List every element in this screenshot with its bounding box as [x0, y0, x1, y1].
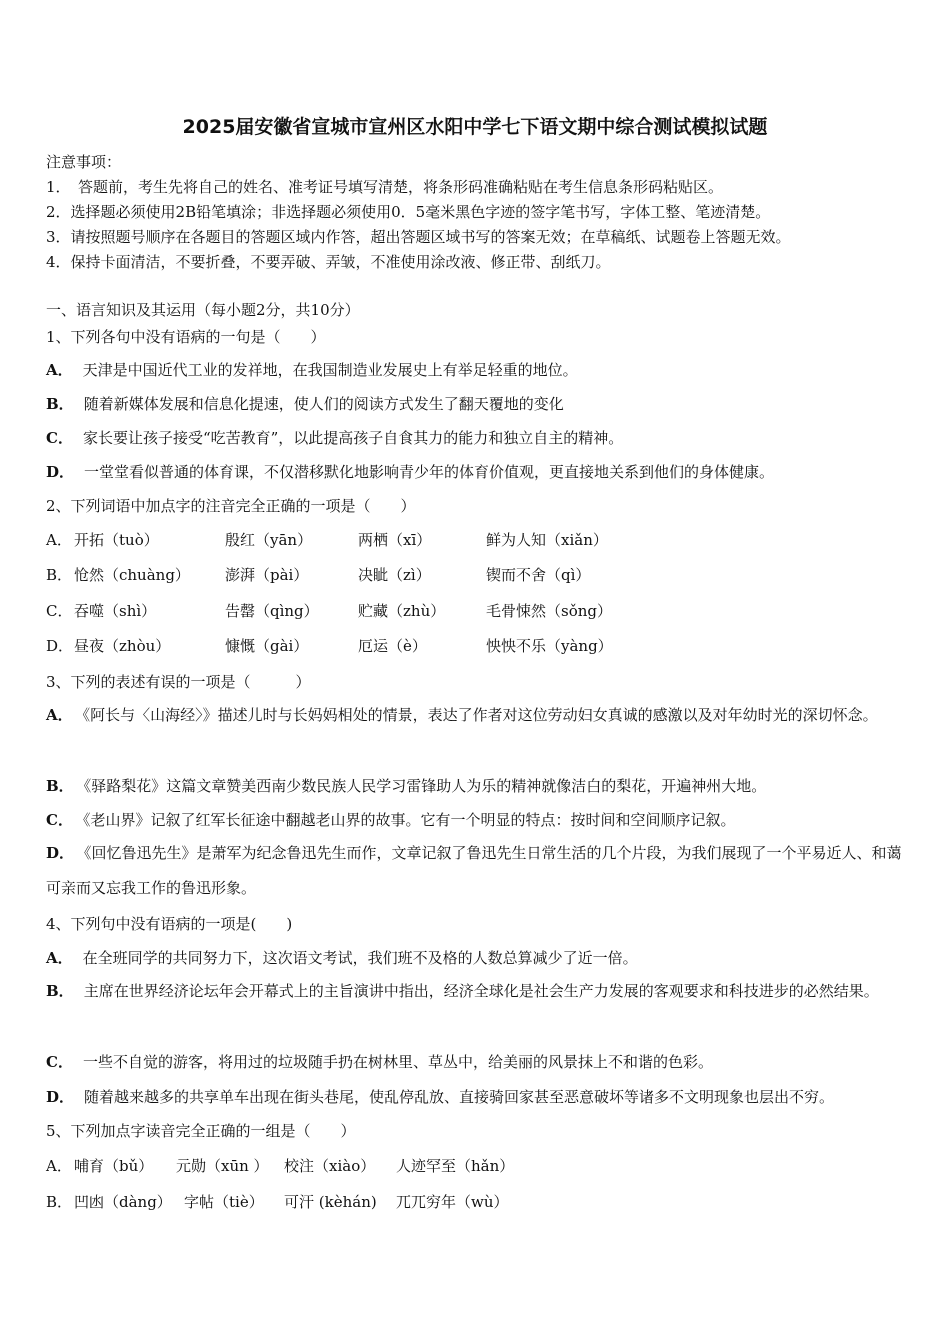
option-letter: A． [46, 706, 73, 724]
word-item: 澎湃（pài） [225, 566, 309, 584]
option-letter: C． [46, 429, 73, 447]
option-text: 《老山界》记叙了红军长征途中翻越老山界的故事。它有一个明显的特点：按时间和空间顺序记叙。 [82, 811, 736, 829]
word-item: 兀兀穷年（wù） [396, 1193, 509, 1211]
q4-option-a[interactable] [46, 948, 916, 968]
option-text: 一些不自觉的游客，将用过的垃圾随手扔在树林里、草丛中，给美丽的风景抹上不和谐的色彩。 [82, 1053, 713, 1071]
q4-option-c[interactable] [46, 1052, 916, 1072]
q3-option-d[interactable] [46, 836, 916, 906]
word-item: 昼夜（zhòu） [74, 637, 171, 655]
word-item: 吞噬（shì） [74, 602, 157, 620]
option-text: 随着越来越多的共享单车出现在街头巷尾，使乱停乱放、直接骑回家甚至恶意破坏等诸多不文明现象也层出不穷。 [84, 1088, 835, 1106]
question-4-stem: 4、下列句中没有语病的一项是( ) [46, 915, 293, 933]
word-item: 怏怏不乐（yàng） [486, 637, 613, 655]
q1-option-a[interactable] [46, 360, 916, 380]
option-letter: D． [46, 844, 75, 862]
word-item: 鲜为人知（xiǎn） [486, 531, 608, 549]
q5-option-b[interactable] [46, 1192, 916, 1212]
notice-heading: 注意事项： [46, 153, 122, 171]
word-item: 字帖（tiè） [184, 1193, 264, 1211]
option-letter: D． [46, 637, 74, 655]
word-item: 殷红（yān） [225, 531, 313, 549]
option-text: 随着新媒体发展和信息化提速，使人们的阅读方式发生了翻天覆地的变化 [83, 395, 564, 413]
word-item: 元勋（xūn ） [176, 1157, 269, 1175]
option-text: 家长要让孩子接受“吃苦教育”，以此提高孩子自食其力的能力和独立自主的精神。 [82, 429, 624, 447]
q2-option-b[interactable] [46, 565, 916, 585]
word-item: 哺育（bǔ） [74, 1157, 154, 1175]
option-text: 《回忆鲁迅先生》是萧军为纪念鲁迅先生而作，文章记叙了鲁迅先生日常生活的几个片段，为我们展现了一个平易近人、和蔼可亲而又忘我工作的鲁迅形象。 [46, 844, 902, 897]
q4-option-d[interactable] [46, 1087, 916, 1107]
word-item: 锲而不舍（qì） [486, 566, 591, 584]
word-item: 凹凼（dàng） [74, 1193, 172, 1211]
option-letter: A． [46, 531, 72, 549]
q2-option-a[interactable] [46, 530, 916, 550]
option-letter: B． [46, 1193, 73, 1211]
word-item: 厄运（è） [358, 637, 427, 655]
word-item: 怆然（chuàng） [74, 566, 190, 584]
section-heading: 一、语言知识及其运用（每小题2分，共10分） [46, 301, 360, 319]
q2-option-d[interactable] [46, 636, 916, 656]
word-item: 贮藏（zhù） [358, 602, 446, 620]
option-text: 主席在世界经济论坛年会开幕式上的主旨演讲中指出，经济全球化是社会生产力发展的客观要求和科技进步的必然结果。 [83, 982, 879, 1000]
option-text: 一堂堂看似普通的体育课，不仅潜移默化地影响青少年的体育价值观，更直接地关系到他们的身体健康。 [84, 463, 775, 481]
q2-option-c[interactable] [46, 601, 916, 621]
option-letter: C． [46, 811, 73, 829]
option-letter: B． [46, 777, 74, 795]
q1-option-b[interactable] [46, 394, 916, 414]
question-5-stem: 5、下列加点字读音完全正确的一组是（ ） [46, 1122, 356, 1140]
notice-item: 4．保持卡面清洁，不要折叠，不要弄破、弄皱，不准使用涂改液、修正带、刮纸刀。 [46, 253, 611, 271]
q5-option-a[interactable] [46, 1156, 916, 1176]
option-text: 天津是中国近代工业的发祥地，在我国制造业发展史上有举足轻重的地位。 [82, 361, 578, 379]
option-letter: B． [46, 395, 74, 413]
q1-option-d[interactable] [46, 462, 916, 482]
option-text: 《阿长与〈山海经〉》描述儿时与长妈妈相处的情景，表达了作者对这位劳动妇女真诚的感激以及对年幼时光的深切怀念。 [82, 706, 878, 724]
option-letter: C． [46, 602, 73, 620]
option-letter: D． [46, 1088, 75, 1106]
question-2-stem: 2、下列词语中加点字的注音完全正确的一项是（ ） [46, 497, 416, 515]
option-letter: D． [46, 463, 75, 481]
word-item: 两栖（xī） [358, 531, 432, 549]
word-item: 决眦（zì） [358, 566, 431, 584]
option-text: 《驿路梨花》这篇文章赞美西南少数民族人民学习雷锋助人为乐的精神就像洁白的梨花，开遍神州大地。 [83, 777, 767, 795]
word-item: 人迹罕至（hǎn） [396, 1157, 515, 1175]
option-letter: C． [46, 1053, 73, 1071]
option-letter: B． [46, 566, 73, 584]
q1-option-c[interactable] [46, 428, 916, 448]
option-text: 在全班同学的共同努力下，这次语文考试，我们班不及格的人数总算减少了近一倍。 [82, 949, 638, 967]
option-letter: A． [46, 1157, 72, 1175]
word-item: 慷慨（gài） [225, 637, 309, 655]
notice-item: 1． 答题前，考生先将自己的姓名、准考证号填写清楚，将条形码准确粘贴在考生信息条形码粘贴区。 [46, 178, 724, 196]
word-item: 告罄（qìng） [225, 602, 319, 620]
question-1-stem: 1、下列各句中没有语病的一句是（ ） [46, 328, 326, 346]
question-3-stem: 3、下列的表述有误的一项是（ ） [46, 673, 311, 691]
word-item: 可汗 (kèhán) [284, 1193, 377, 1211]
word-item: 毛骨悚然（sǒng） [486, 602, 612, 620]
notice-item: 2．选择题必须使用2B铅笔填涂；非选择题必须使用0．5毫米黑色字迹的签字笔书写，字体工整、笔迹清楚。 [46, 203, 771, 221]
option-letter: A． [46, 949, 73, 967]
notice-item: 3．请按照题号顺序在各题目的答题区域内作答，超出答题区域书写的答案无效；在草稿纸、试题卷上答题无效。 [46, 228, 791, 246]
q3-option-b[interactable] [46, 776, 916, 796]
q4-option-b[interactable] [46, 974, 916, 1009]
option-letter: A． [46, 361, 73, 379]
q3-option-c[interactable] [46, 810, 916, 830]
q3-option-a[interactable] [46, 698, 916, 733]
word-item: 校注（xiào） [284, 1157, 376, 1175]
page-title: 2025届安徽省宣城市宣州区水阳中学七下语文期中综合测试模拟试题 [182, 116, 768, 138]
option-letter: B． [46, 982, 74, 1000]
word-item: 开拓（tuò） [74, 531, 159, 549]
